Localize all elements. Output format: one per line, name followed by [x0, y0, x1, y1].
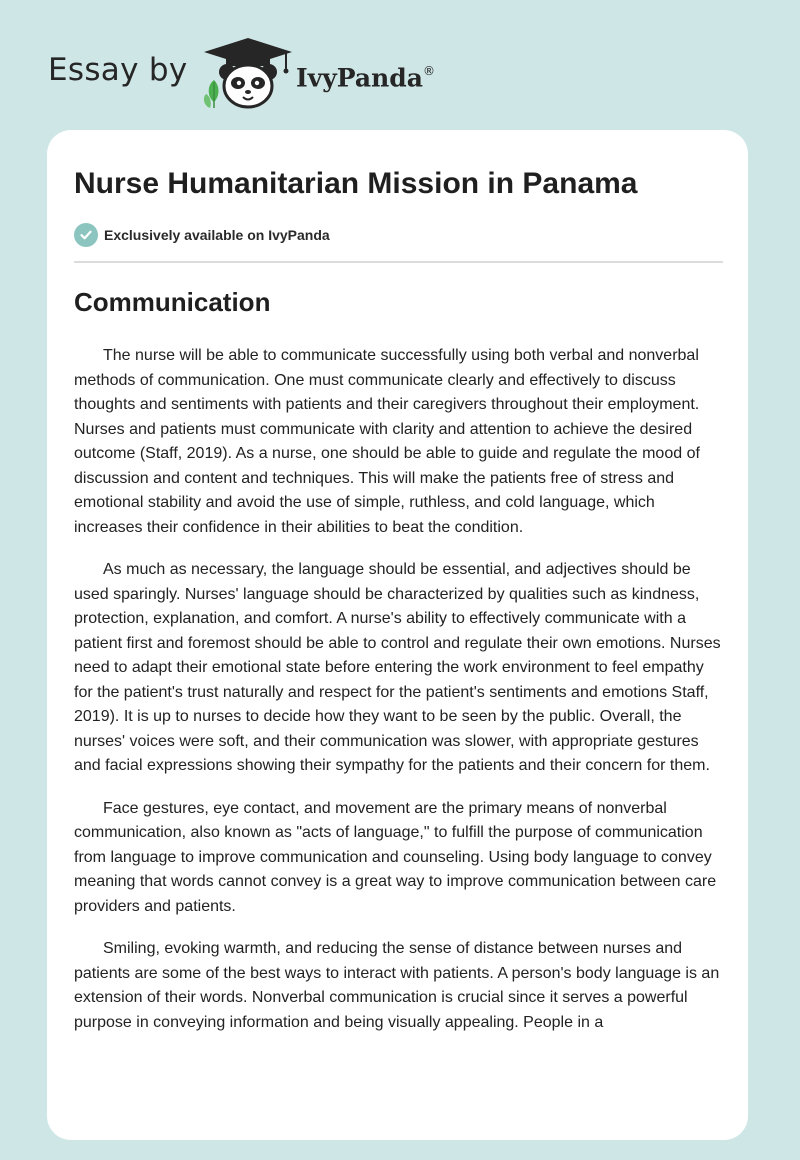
paragraph: The nurse will be able to communicate successfully using both verbal and nonverbal methods of communication. One must communicate clearly and effectively to discuss thoughts and sentiments with patients and their caregivers throughout their employment. Nurses and patients must communicate with clarity and attention to achieve the desired outcome (Staff, 2019). As a nurse, one should be able to guide and regulate the mood of discussion and content and techniques. This will make the patients free of stress and emotional stability and avoid the use of simple, ruthless, and cold language, which increases their confidence in their abilities to beat the condition.: [74, 347, 700, 536]
panda-graduate-icon[interactable]: [200, 36, 296, 110]
exclusive-badge: [74, 222, 330, 248]
essay-body: [74, 344, 726, 1053]
brand-logo-text[interactable]: [296, 56, 435, 95]
registered-mark: ®: [422, 64, 435, 78]
paragraph: Face gestures, eye contact, and movement are the primary means of nonverbal communication, also known as "acts of language," to fulfill the purpose of communication from language to improve communication and counseling. Using body language to convey meaning that words cannot convey is a great way to improve communication between care providers and patients.: [74, 799, 717, 915]
site-header: [0, 0, 800, 130]
essay-card: [47, 130, 748, 1140]
title-divider: [74, 261, 723, 263]
check-icon: [74, 223, 98, 247]
section-heading: Communication: [74, 287, 271, 317]
brand-name: IvyPanda: [296, 63, 423, 93]
paragraph: Smiling, evoking warmth, and reducing the sense of distance between nurses and patients are some of the best ways to interact with patients. A person's body language is an extension of their words. Nonverbal communication is crucial since it serves a powerful purpose in conveying information and being visually appealing. People in a: [74, 940, 720, 1031]
exclusive-label: Exclusively available on IvyPanda: [104, 227, 330, 243]
paragraph: As much as necessary, the language should be essential, and adjectives should be used sparingly. Nurses' language should be characterized by qualities such as kindness, protection, explanation, and comfort. A nurse's ability to effectively communicate with a patient first and foremost should be able to control and regulate their own emotions. Nurses need to adapt their emotional state before entering the work environment to feel empathy for the patient's trust naturally and respect for the patient's sentiments and emotions Staff, 2019). It is up to nurses to decide how they want to be seen by the public. Overall, the nurses' voices were soft, and their communication was slower, with appropriate gestures and facial expressions showing their sympathy for the patients and their concern for them.: [74, 561, 721, 774]
page-title: Nurse Humanitarian Mission in Panama: [74, 167, 638, 200]
essay-by-label: Essay by: [48, 52, 188, 88]
